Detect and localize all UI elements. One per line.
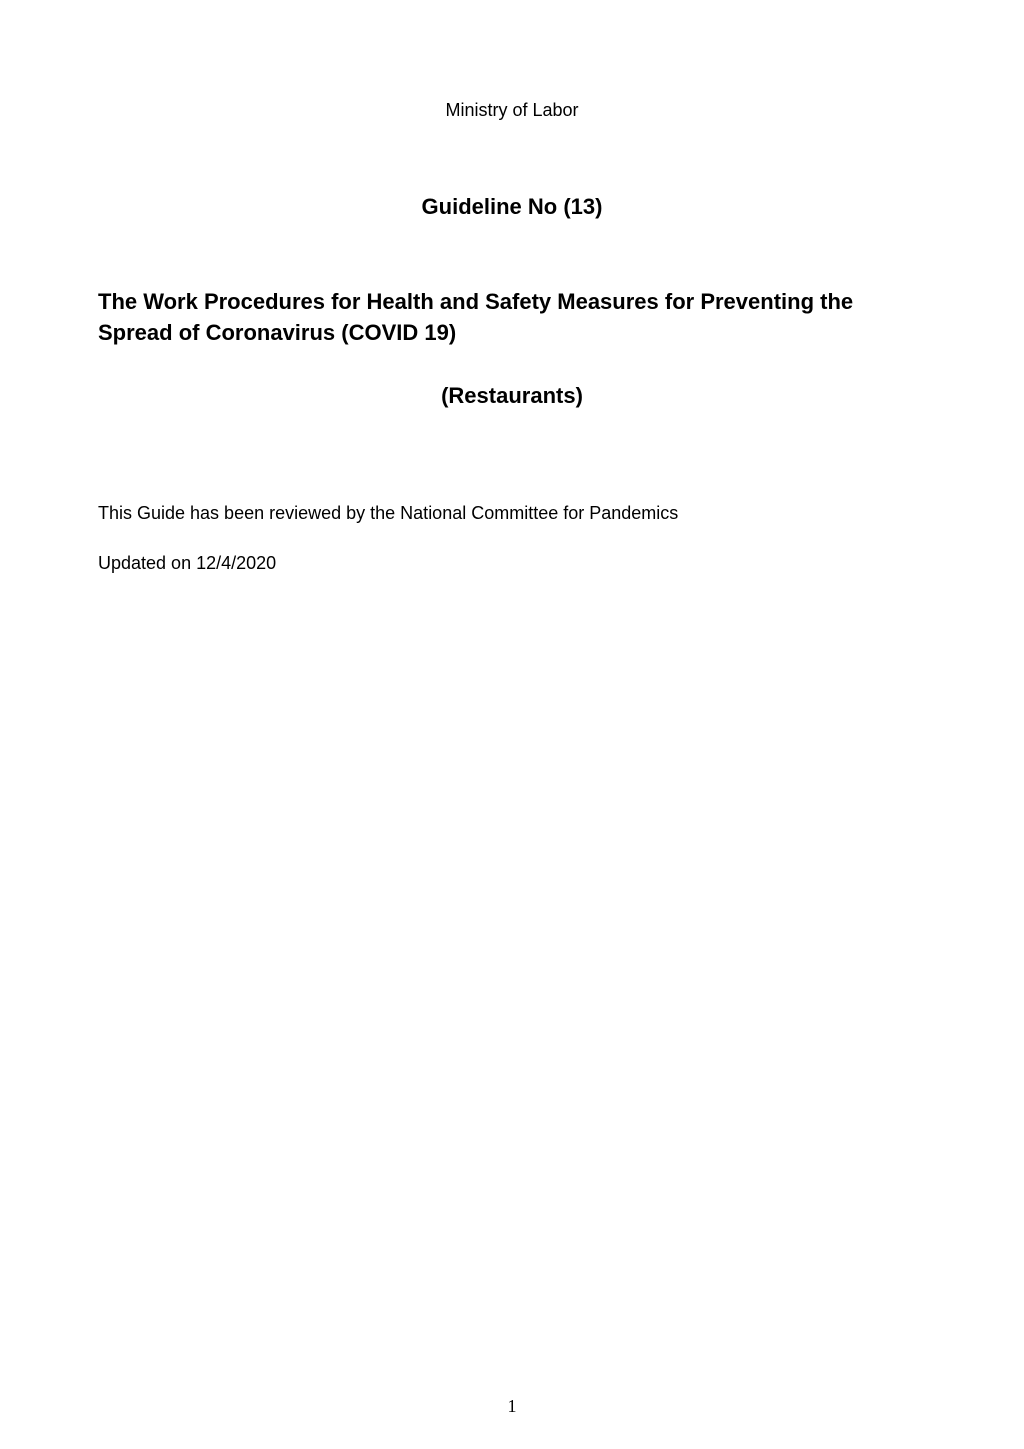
document-title: The Work Procedures for Health and Safety Measures for Preventing the Spread of Coronavirus (COVID 19) (98, 289, 854, 345)
sector-subtitle: (Restaurants) (441, 383, 583, 408)
page-number: 1 (507, 1396, 517, 1416)
organization-name: Ministry of Labor (445, 100, 579, 120)
guideline-number: Guideline No (13) (421, 194, 603, 219)
review-note: This Guide has been reviewed by the National Committee for Pandemics (98, 503, 679, 523)
updated-date: Updated on 12/4/2020 (98, 553, 277, 573)
